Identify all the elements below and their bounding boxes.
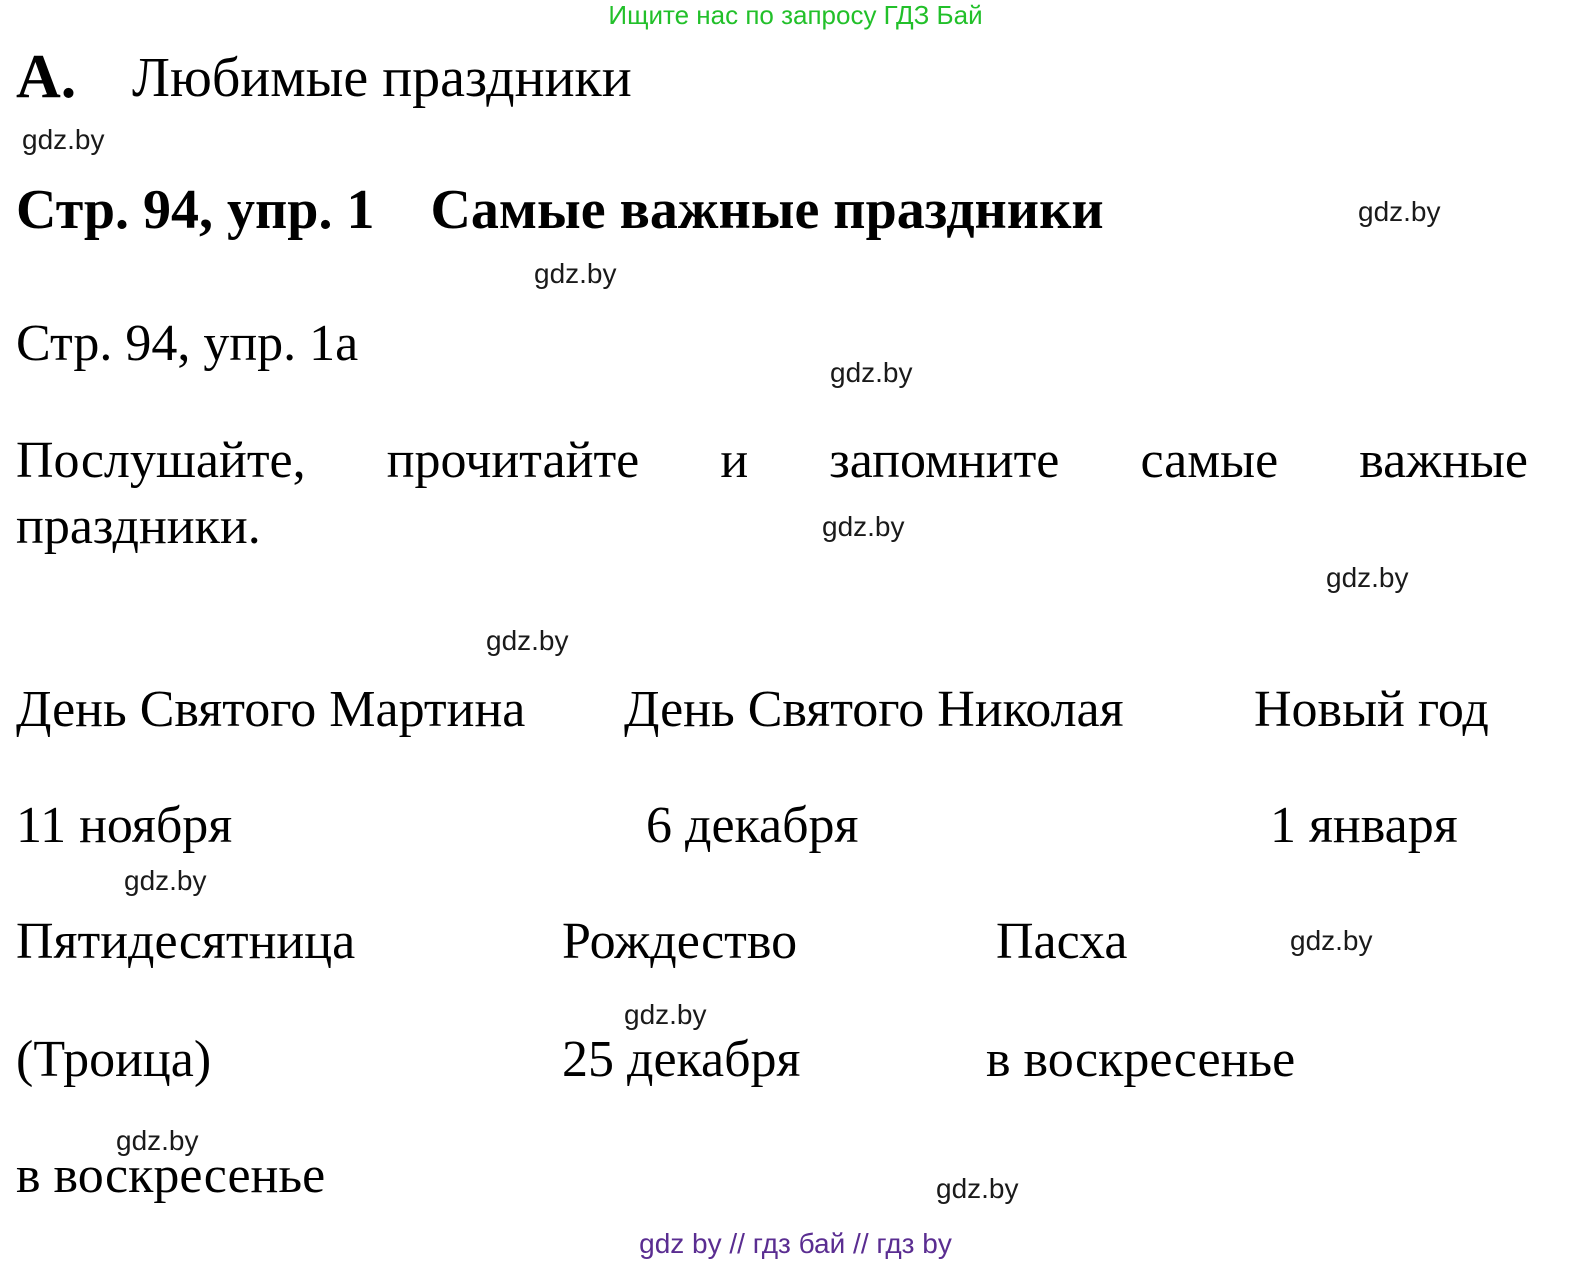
exercise-heading-ref: Стр. 94, упр. 1 [16,179,375,241]
watermark: gdz.by [1326,562,1409,593]
watermark: gdz.by [1290,925,1373,956]
footer-links: gdz by // гдз бай // гдз by [639,1228,952,1259]
holiday-date-new-year: 1 января [1270,797,1458,854]
holiday-name-new-year: Новый год [1254,681,1489,738]
exercise-heading-title: Самые важные праздники [430,179,1104,241]
watermark: gdz.by [116,1125,199,1156]
section-title: Любимые праздники [132,47,632,109]
watermark: gdz.by [830,357,913,388]
instruction-line-2: праздники. [16,498,261,555]
holiday-name-christmas: Рождество [562,913,798,970]
holiday-date-easter: в воскресенье [986,1031,1296,1088]
watermark: gdz.by [1358,196,1441,227]
holiday-date-pentecost: в воскресенье [16,1147,326,1204]
instruction-line-1: Послушайте, прочитайте и запомните самые важные [16,432,1528,489]
holiday-name-nikolai: День Святого Николая [624,681,1124,738]
exercise-heading [16,179,1104,241]
watermark: gdz.by [936,1173,1019,1204]
holiday-note-trinity: (Троица) [16,1031,212,1088]
search-banner: Ищите нас по запросу ГДЗ Бай [608,0,983,30]
watermark: gdz.by [822,511,905,542]
holiday-date-martin: 11 ноября [16,797,233,854]
watermark: gdz.by [624,999,707,1030]
holiday-date-christmas: 25 декабря [562,1031,801,1088]
instruction-text [16,428,1528,560]
holiday-name-martin: День Святого Мартина [16,681,526,738]
section-letter: A. [16,43,77,111]
holiday-name-easter: Пасха [996,913,1128,970]
exercise-subheading: Стр. 94, упр. 1а [16,315,359,372]
watermark: gdz.by [534,258,617,289]
watermark: gdz.by [22,124,105,155]
holiday-date-nikolai: 6 декабря [646,797,859,854]
watermark: gdz.by [486,625,569,656]
holiday-name-pentecost: Пятидесятница [16,913,356,970]
watermark: gdz.by [124,865,207,896]
